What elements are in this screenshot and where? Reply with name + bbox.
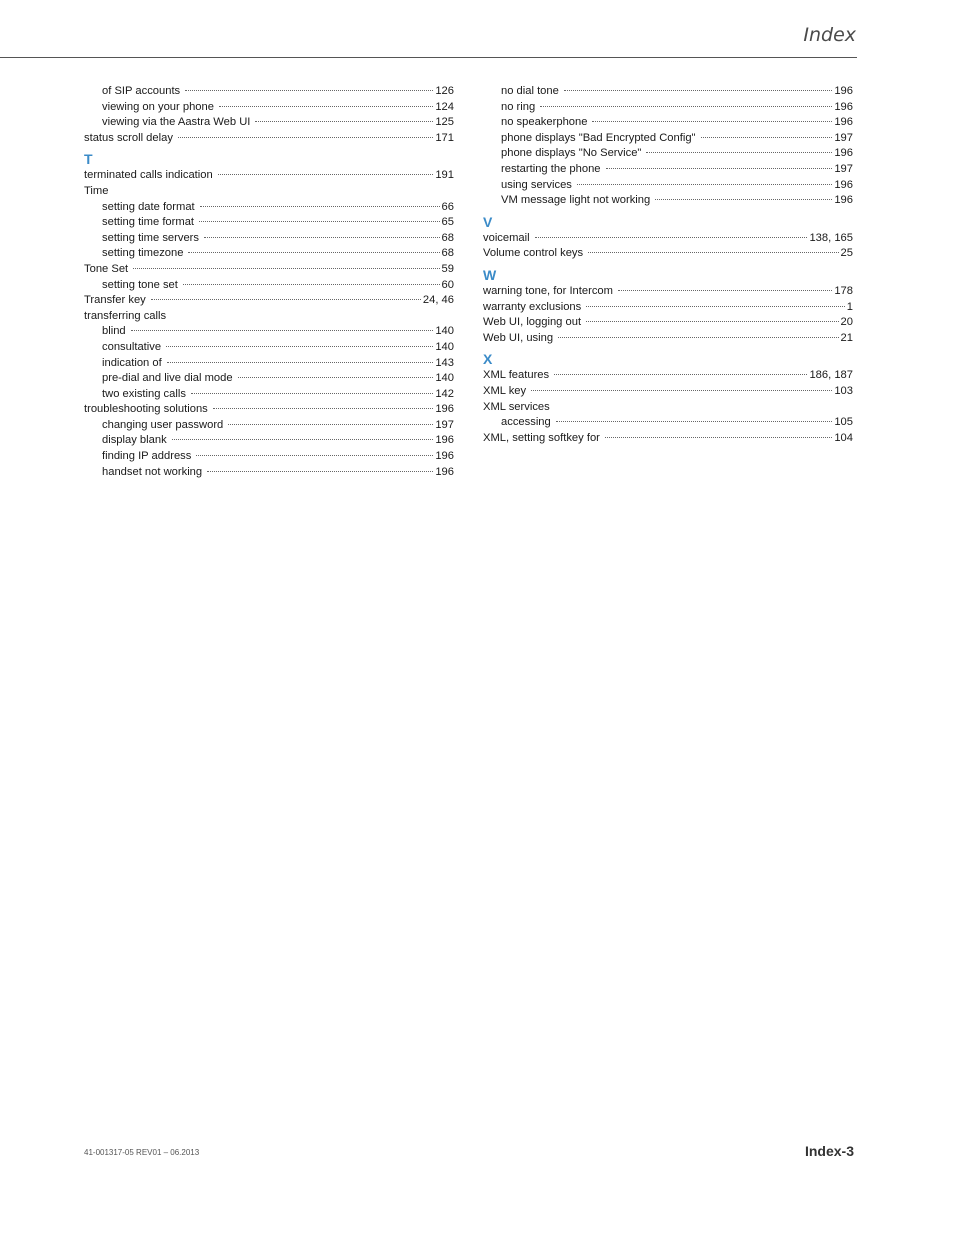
- index-entry: [84, 402, 454, 418]
- index-entry: [84, 309, 454, 325]
- dot-leader: [535, 237, 808, 238]
- index-subentry: [483, 84, 853, 100]
- index-entry: [483, 368, 853, 384]
- index-entry: [483, 331, 853, 347]
- entry-label: setting tone set: [102, 278, 178, 291]
- entry-label: no dial tone: [501, 85, 559, 97]
- index-entry: [84, 131, 454, 147]
- entry-label: pre-dial and live dial mode: [102, 372, 233, 385]
- entry-page-numbers: 197: [435, 418, 454, 431]
- entry-label: two existing calls: [102, 387, 186, 400]
- dot-leader: [556, 421, 833, 422]
- index-subentry: [84, 324, 454, 340]
- dot-leader: [588, 252, 838, 253]
- entry-page-numbers: 104: [834, 431, 853, 444]
- entry-page-numbers: 186, 187: [809, 369, 853, 382]
- entry-label: no speakerphone: [501, 116, 588, 129]
- entry-page-numbers: 66: [441, 200, 454, 213]
- dot-leader: [586, 321, 838, 322]
- entry-label: voicemail: [483, 231, 530, 244]
- section-letter: T: [84, 151, 93, 168]
- index-subentry: [84, 356, 454, 372]
- entry-page-numbers: 196: [834, 147, 853, 160]
- section-letter: V: [483, 213, 493, 230]
- index-entry: [483, 246, 853, 262]
- index-subentry: [84, 278, 454, 294]
- index-entry: [483, 284, 853, 300]
- entry-page-numbers: 125: [435, 116, 454, 129]
- entry-label: VM message light not working: [501, 194, 651, 207]
- dot-leader: [188, 252, 439, 253]
- footer-page-number: Index-3: [804, 1143, 854, 1159]
- section-letter: X: [483, 351, 493, 368]
- dot-leader: [166, 346, 433, 347]
- index-subentry: [483, 193, 853, 209]
- entry-label: using services: [501, 178, 572, 191]
- entry-page-numbers: 105: [834, 416, 853, 429]
- index-subentry: [84, 100, 454, 116]
- entry-page-numbers: 103: [834, 384, 853, 397]
- entry-label: setting timezone: [102, 247, 184, 260]
- dot-leader: [701, 137, 833, 138]
- entry-page-numbers: 25: [840, 247, 853, 260]
- entry-page-numbers: 68: [441, 231, 454, 244]
- dot-leader: [167, 362, 434, 363]
- dot-leader: [207, 471, 433, 472]
- entry-label: transferring calls: [84, 309, 167, 322]
- index-subentry: [84, 433, 454, 449]
- index-entry: [483, 400, 853, 416]
- index-column-left: [84, 84, 454, 480]
- entry-page-numbers: 178: [834, 284, 853, 297]
- dot-leader: [655, 199, 832, 200]
- entry-label: handset not working: [102, 465, 203, 478]
- index-subentry: [84, 340, 454, 356]
- dot-leader: [133, 268, 439, 269]
- entry-page-numbers: 59: [441, 262, 454, 275]
- entry-label: Web UI, logging out: [483, 316, 582, 329]
- dot-leader: [196, 455, 433, 456]
- page-header-title: Index: [803, 24, 856, 46]
- index-column-right: [483, 84, 853, 446]
- entry-label: troubleshooting solutions: [84, 403, 208, 416]
- index-entry: [84, 293, 454, 309]
- index-subentry: [84, 371, 454, 387]
- index-entry: [483, 315, 853, 331]
- index-subentry: [84, 231, 454, 247]
- dot-leader: [204, 237, 440, 238]
- index-subentry: [483, 415, 853, 431]
- entry-label: finding IP address: [102, 450, 192, 463]
- dot-leader: [646, 152, 832, 153]
- section-letter: W: [483, 266, 497, 283]
- entry-label: Tone Set: [84, 262, 129, 275]
- entry-page-numbers: 197: [834, 162, 853, 175]
- entry-page-numbers: 196: [834, 194, 853, 207]
- entry-page-numbers: 196: [834, 178, 853, 191]
- dot-leader: [219, 106, 433, 107]
- entry-page-numbers: 140: [435, 372, 454, 385]
- entry-label: XML services: [483, 400, 550, 413]
- dot-leader: [540, 106, 832, 107]
- dot-leader: [178, 137, 433, 138]
- entry-page-numbers: 124: [435, 100, 454, 113]
- entry-label: restarting the phone: [501, 162, 601, 175]
- dot-leader: [172, 439, 434, 440]
- entry-label: XML features: [483, 369, 550, 382]
- entry-label: accessing: [501, 416, 551, 429]
- index-subentry: [84, 449, 454, 465]
- index-entry: [483, 431, 853, 447]
- dot-leader: [238, 377, 434, 378]
- dot-leader: [185, 90, 433, 91]
- entry-label: setting date format: [102, 200, 195, 213]
- entry-page-numbers: 140: [435, 325, 454, 338]
- index-entry: [84, 262, 454, 278]
- index-subentry: [84, 465, 454, 481]
- entry-label: terminated calls indication: [84, 169, 213, 182]
- entry-label: viewing on your phone: [102, 100, 214, 113]
- dot-leader: [558, 337, 838, 338]
- entry-page-numbers: 1: [846, 300, 853, 313]
- index-subentry: [483, 100, 853, 116]
- entry-page-numbers: 171: [435, 131, 454, 144]
- entry-page-numbers: 197: [834, 131, 853, 144]
- entry-page-numbers: 138, 165: [809, 231, 853, 244]
- entry-label: setting time servers: [102, 231, 199, 244]
- dot-leader: [213, 408, 434, 409]
- entry-label: viewing via the Aastra Web UI: [102, 116, 251, 129]
- entry-label: no ring: [501, 100, 536, 113]
- entry-page-numbers: 191: [435, 169, 454, 182]
- entry-label: status scroll delay: [84, 131, 173, 144]
- entry-label: warning tone, for Intercom: [483, 284, 613, 297]
- dot-leader: [151, 299, 421, 300]
- dot-leader: [606, 168, 833, 169]
- entry-label: of SIP accounts: [102, 85, 181, 97]
- entry-page-numbers: 196: [834, 85, 853, 97]
- entry-label: Time: [84, 184, 109, 197]
- entry-label: Web UI, using: [483, 331, 554, 344]
- dot-leader: [554, 374, 807, 375]
- entry-label: warranty exclusions: [483, 300, 582, 313]
- index-subentry: [84, 418, 454, 434]
- index-entry: [84, 168, 454, 184]
- dot-leader: [577, 184, 832, 185]
- entry-page-numbers: 142: [435, 387, 454, 400]
- dot-leader: [564, 90, 832, 91]
- index-subentry: [483, 146, 853, 162]
- footer-doc-code: 41-001317-05 REV01 – 06.2013: [84, 1148, 200, 1157]
- index-subentry: [483, 162, 853, 178]
- entry-label: XML key: [483, 384, 527, 397]
- entry-page-numbers: 140: [435, 340, 454, 353]
- index-subentry: [483, 178, 853, 194]
- entry-label: phone displays "Bad Encrypted Config": [501, 131, 696, 144]
- entry-page-numbers: 196: [435, 450, 454, 463]
- dot-leader: [618, 290, 832, 291]
- entry-label: phone displays "No Service": [501, 147, 642, 160]
- entry-page-numbers: 196: [435, 434, 454, 447]
- dot-leader: [255, 121, 433, 122]
- dot-leader: [586, 306, 845, 307]
- entry-page-numbers: 20: [840, 316, 853, 329]
- index-subentry: [84, 115, 454, 131]
- entry-label: changing user password: [102, 418, 224, 431]
- dot-leader: [605, 437, 832, 438]
- index-subentry: [483, 115, 853, 131]
- entry-label: Volume control keys: [483, 247, 584, 260]
- index-entry: [483, 384, 853, 400]
- dot-leader: [228, 424, 433, 425]
- index-entry: [483, 300, 853, 316]
- entry-page-numbers: 21: [840, 331, 853, 344]
- index-entry: [483, 231, 853, 247]
- header-rule: [0, 57, 857, 58]
- dot-leader: [131, 330, 434, 331]
- dot-leader: [531, 390, 832, 391]
- dot-leader: [183, 284, 440, 285]
- entry-page-numbers: 60: [441, 278, 454, 291]
- entry-label: display blank: [102, 434, 167, 447]
- dot-leader: [218, 174, 434, 175]
- entry-label: indication of: [102, 356, 162, 369]
- dot-leader: [199, 221, 440, 222]
- entry-page-numbers: 68: [441, 247, 454, 260]
- entry-page-numbers: 143: [435, 356, 454, 369]
- entry-page-numbers: 65: [441, 216, 454, 229]
- entry-label: consultative: [102, 340, 162, 353]
- index-entry: [84, 184, 454, 200]
- entry-label: XML, setting softkey for: [483, 431, 600, 444]
- entry-page-numbers: 196: [834, 116, 853, 129]
- index-subentry: [84, 246, 454, 262]
- entry-page-numbers: 196: [435, 403, 454, 416]
- entry-page-numbers: 126: [435, 85, 454, 97]
- dot-leader: [191, 393, 433, 394]
- index-subentry: [84, 387, 454, 403]
- entry-label: Transfer key: [84, 294, 146, 307]
- index-subentry: [84, 84, 454, 100]
- index-subentry: [84, 215, 454, 231]
- dot-leader: [200, 206, 440, 207]
- index-subentry: [483, 131, 853, 147]
- entry-page-numbers: 24, 46: [422, 294, 454, 307]
- entry-page-numbers: 196: [834, 100, 853, 113]
- dot-leader: [592, 121, 832, 122]
- index-subentry: [84, 200, 454, 216]
- entry-page-numbers: 196: [435, 465, 454, 478]
- entry-label: blind: [102, 325, 126, 338]
- entry-label: setting time format: [102, 216, 195, 229]
